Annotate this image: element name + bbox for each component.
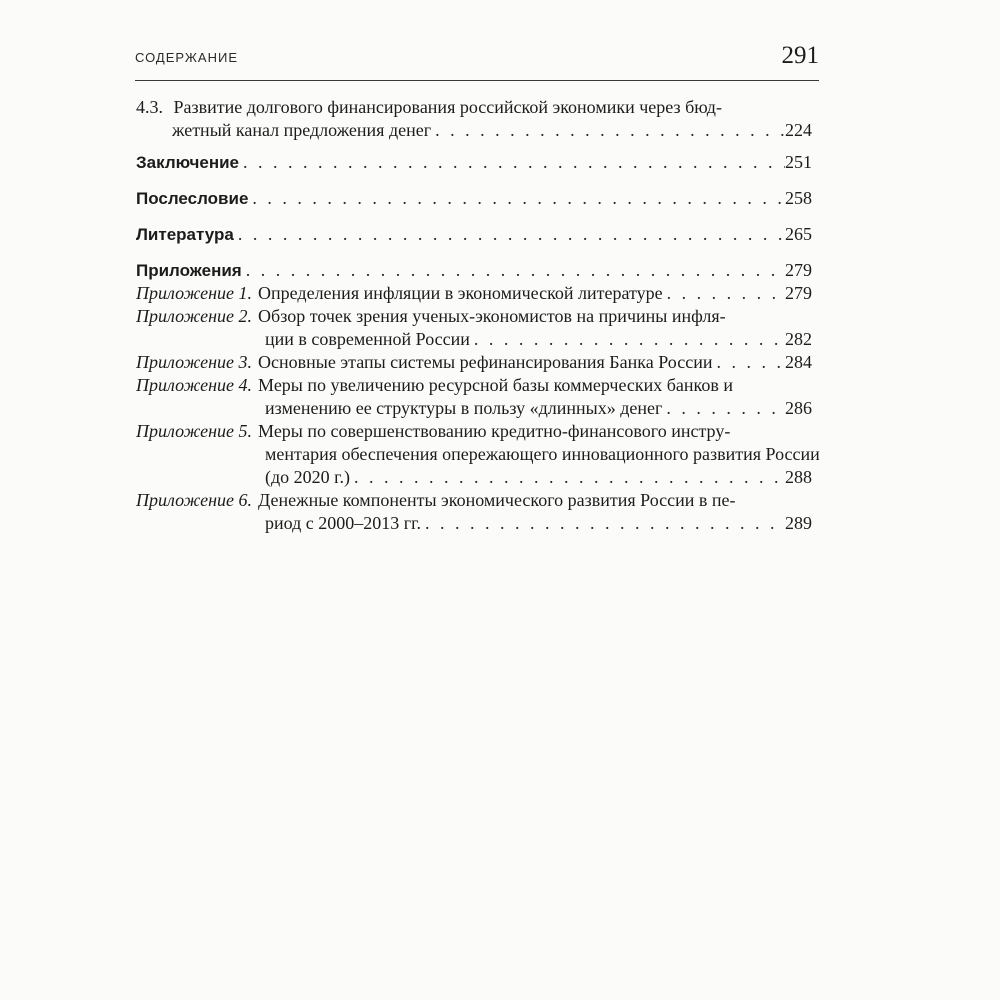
toc-entry-title: Заключение bbox=[136, 153, 239, 172]
toc-entry-title-line1: Определения инфляции в экономической литературе bbox=[258, 283, 663, 303]
toc-entry-number: 4.3. bbox=[136, 97, 163, 117]
toc-entry-4-3[interactable] bbox=[136, 96, 812, 142]
leader-dots bbox=[663, 282, 785, 305]
leader-dots bbox=[239, 151, 785, 174]
appendix-label: Приложение 1. bbox=[136, 283, 253, 303]
toc-entry-page: 279 bbox=[785, 260, 812, 280]
toc-entry-appendix-4[interactable] bbox=[136, 374, 812, 420]
leader-dots bbox=[234, 223, 785, 246]
toc-entry-page: 286 bbox=[785, 398, 812, 418]
toc-entry-title-line2: ментария обеспечения опережающего инновационного развития России bbox=[265, 444, 820, 464]
toc-entry-appendix-6[interactable] bbox=[136, 489, 812, 535]
leader-dots bbox=[421, 512, 785, 535]
toc-entry-page: 279 bbox=[785, 283, 812, 303]
toc-entry-appendices[interactable] bbox=[136, 259, 812, 282]
toc-entry-title-line1: Денежные компоненты экономического развития России в пе- bbox=[258, 490, 736, 510]
toc-entry-page: 251 bbox=[785, 152, 812, 172]
toc-entry-title-line1: Обзор точек зрения ученых-экономистов на причины инфля- bbox=[258, 306, 726, 326]
toc-entry-title-line3: (до 2020 г.) bbox=[265, 467, 350, 487]
toc-entry-appendix-3[interactable] bbox=[136, 351, 812, 374]
toc-entry-title-line1: Развитие долгового финансирования российской экономики через бюд- bbox=[173, 97, 722, 117]
page-number: 291 bbox=[781, 42, 819, 69]
toc-entry-afterword[interactable] bbox=[136, 187, 812, 210]
leader-dots bbox=[662, 397, 785, 420]
toc-entry-appendix-5[interactable] bbox=[136, 420, 820, 489]
toc-entry-page: 288 bbox=[785, 467, 812, 487]
leader-dots bbox=[350, 466, 785, 489]
page-header bbox=[135, 42, 819, 81]
appendix-label: Приложение 3. bbox=[136, 352, 253, 372]
toc-entry-page: 265 bbox=[785, 224, 812, 244]
toc-entry-appendix-2[interactable] bbox=[136, 305, 812, 351]
toc-entry-page: 284 bbox=[785, 352, 812, 372]
toc-entry-title-line1: Меры по совершенствованию кредитно-финансового инстру- bbox=[258, 421, 731, 441]
toc-entry-literature[interactable] bbox=[136, 223, 812, 246]
leader-dots bbox=[242, 259, 785, 282]
toc-entry-appendix-1[interactable] bbox=[136, 282, 812, 305]
leader-dots bbox=[712, 351, 785, 374]
toc-entry-title-line2: риод с 2000–2013 гг. bbox=[265, 513, 421, 533]
leader-dots bbox=[431, 119, 785, 142]
toc-entry-title-line2: жетный канал предложения денег bbox=[172, 120, 432, 140]
leader-dots bbox=[470, 328, 785, 351]
appendix-label: Приложение 5. bbox=[136, 421, 253, 441]
toc-entry-conclusion[interactable] bbox=[136, 151, 812, 174]
toc-entry-title-line1: Основные этапы системы рефинансирования Банка России bbox=[258, 352, 713, 372]
toc-entry-page: 289 bbox=[785, 513, 812, 533]
toc-entry-title-line2: ции в современной России bbox=[265, 329, 470, 349]
bleed-through-decoration bbox=[150, 600, 910, 643]
running-title: СОДЕРЖАНИЕ bbox=[135, 50, 239, 65]
table-of-contents bbox=[136, 96, 820, 535]
toc-entry-title: Послесловие bbox=[136, 189, 249, 208]
toc-entry-title-line2: изменению ее структуры в пользу «длинных» денег bbox=[265, 398, 663, 418]
appendix-label: Приложение 4. bbox=[136, 375, 253, 395]
toc-entry-title: Литература bbox=[136, 225, 234, 244]
toc-entry-page: 282 bbox=[785, 329, 812, 349]
appendix-label: Приложение 2. bbox=[136, 306, 253, 326]
appendix-label: Приложение 6. bbox=[136, 490, 253, 510]
toc-entry-page: 224 bbox=[785, 120, 812, 140]
toc-entry-title: Приложения bbox=[136, 261, 242, 280]
toc-entry-page: 258 bbox=[785, 188, 812, 208]
toc-entry-title-line1: Меры по увеличению ресурсной базы коммерческих банков и bbox=[258, 375, 733, 395]
leader-dots bbox=[248, 187, 785, 210]
